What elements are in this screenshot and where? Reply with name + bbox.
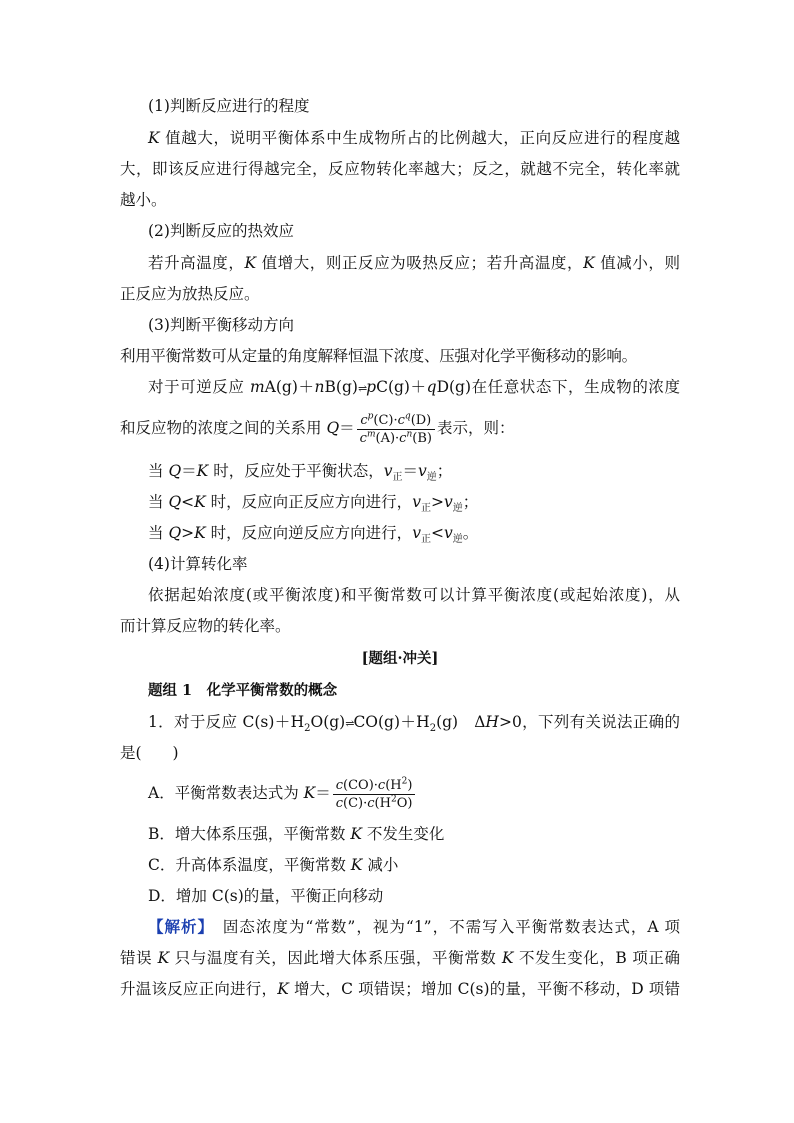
op: < — [430, 524, 444, 542]
text: (H — [385, 777, 402, 793]
equals: ＝ — [339, 419, 355, 437]
text: (H — [374, 795, 391, 811]
k-symbol: K — [303, 784, 316, 802]
section-1-line-2: 大，即该反应进行得越完全，反应物转化率越大；反之，就越不完全，转化率就 — [120, 160, 680, 178]
analysis-line-1 — [148, 917, 680, 937]
k-symbol: K — [501, 949, 514, 967]
text: (D) — [410, 412, 432, 428]
op: ＝ — [402, 462, 418, 480]
text: C．升高体系温度，平衡常数 — [148, 856, 351, 874]
text: B(g) — [324, 378, 358, 396]
k-symbol: K — [157, 949, 170, 967]
equilibrium-constant-fraction — [333, 778, 416, 811]
v: v — [383, 462, 393, 480]
c: c — [335, 795, 344, 811]
op: ＝ — [181, 462, 197, 480]
text: A(g)＋ — [264, 378, 315, 396]
analysis-tag: 【解析】 — [148, 917, 207, 936]
c: c — [359, 430, 367, 446]
text: ) — [407, 777, 413, 793]
reaction-quotient-fraction — [357, 413, 435, 446]
section-2-title: (2)判断反应的热效应 — [148, 222, 294, 240]
fraction-numerator — [333, 778, 416, 795]
v: v — [443, 524, 453, 542]
text: 时，反应向逆反应方向进行， — [205, 524, 413, 542]
section-4-line-1: 依据起始浓度(或平衡浓度)和平衡常数可以计算平衡浓度(或起始浓度)，从 — [148, 586, 680, 604]
coef-q: q — [426, 378, 437, 396]
text: 当 — [148, 462, 169, 480]
sub: 逆 — [452, 503, 463, 515]
text: 减小 — [362, 856, 399, 874]
exp-p: p — [367, 411, 374, 422]
c: c — [335, 777, 344, 793]
punct: 。 — [462, 524, 479, 542]
fraction-denominator — [357, 430, 435, 446]
q-symbol: Q — [168, 493, 182, 511]
text: C(g)＋ — [376, 378, 427, 396]
text: 错误 — [120, 949, 158, 967]
text: 时，反应向正反应方向进行， — [205, 493, 413, 511]
sup: 2 — [390, 794, 397, 805]
text: 值增大，则正反应为吸热反应；若升高温度， — [256, 254, 584, 272]
text: (C)· — [343, 795, 368, 811]
text: 值越大，说明平衡体系中生成物所占的比例越大，正向反应进行的程度越 — [159, 129, 680, 147]
text: 若升高温度， — [148, 254, 245, 272]
section-3-formula-line — [120, 408, 680, 448]
op: > — [430, 493, 444, 511]
text: 增大，C 项错误；增加 C(s)的量，平衡不移动，D 项错 — [288, 980, 680, 998]
text: 时，反应处于平衡状态， — [208, 462, 384, 480]
condition-equal — [148, 461, 680, 484]
section-4-title: (4)计算转化率 — [148, 555, 248, 573]
option-a — [148, 773, 680, 813]
c: c — [367, 795, 375, 811]
k-symbol: K — [350, 856, 363, 874]
text: O(g) — [310, 713, 346, 731]
punct: ； — [436, 462, 453, 480]
k-symbol: K — [244, 254, 257, 272]
coef-m: m — [249, 378, 265, 396]
text: B．增大体系压强，平衡常数 — [148, 825, 351, 843]
k-symbol: K — [194, 493, 206, 511]
sub: 2 — [429, 723, 437, 735]
coef-n: n — [314, 378, 325, 396]
question-1-stem — [148, 712, 680, 734]
text: 1．对于反应 C(s)＋H — [148, 713, 305, 731]
c: c — [377, 777, 386, 793]
condition-less — [148, 492, 680, 515]
condition-greater — [148, 523, 680, 546]
text: 当 — [148, 493, 169, 511]
section-3-reaction-line — [148, 377, 680, 399]
option-b — [148, 824, 680, 844]
sub: 正 — [420, 503, 431, 515]
equilibrium-arrow-icon: ⇌ — [345, 717, 354, 730]
v: v — [412, 524, 421, 542]
analysis-line-3 — [120, 979, 680, 999]
text: A．平衡常数表达式为 — [148, 784, 304, 802]
section-1-title: (1)判断反应进行的程度 — [148, 97, 310, 115]
section-1-line-3: 越小。 — [120, 191, 167, 209]
k-symbol: K — [148, 129, 160, 147]
text: 和反应物的浓度之间的关系用 — [120, 419, 327, 437]
text: >0，下列有关说法正确的 — [498, 713, 681, 731]
option-d: D．增加 C(s)的量，平衡正向移动 — [148, 887, 384, 905]
text: 不发生变化 — [361, 825, 445, 843]
c: c — [399, 430, 407, 446]
equals: ＝ — [315, 784, 331, 802]
section-3-line-1: 利用平衡常数可从定量的角度解释恒温下浓度、压强对化学平衡移动的影响。 — [120, 347, 637, 365]
text: 对于可逆反应 — [148, 378, 250, 396]
text: (g) Δ — [436, 713, 486, 731]
text: 固态浓度为“常数”，视为“1”，不需写入平衡常数表达式，A 项 — [206, 918, 680, 936]
c: c — [360, 412, 368, 428]
section-1-line-1 — [148, 128, 680, 148]
exp-n: n — [406, 429, 413, 440]
text: D(g)在任意状态下，生成物的浓度 — [436, 378, 680, 396]
op: > — [181, 524, 195, 542]
v: v — [412, 493, 421, 511]
v: v — [443, 493, 453, 511]
coef-p: p — [366, 378, 377, 396]
k-symbol: K — [196, 462, 209, 480]
punct: ； — [462, 493, 479, 511]
equilibrium-arrow-icon: ⇌ — [357, 382, 367, 395]
q-symbol: Q — [168, 462, 182, 480]
sub: 正 — [392, 472, 403, 484]
option-c — [148, 855, 680, 875]
k-symbol: K — [277, 980, 289, 998]
text: 表示，则： — [436, 419, 515, 437]
q-symbol: Q — [326, 419, 340, 437]
c: c — [397, 412, 405, 428]
sub: 2 — [304, 723, 311, 735]
section-2-line-1 — [148, 253, 680, 273]
text: 只与温度有关，因此增大体系压强，平衡常数 — [169, 949, 502, 967]
sub: 逆 — [426, 472, 437, 484]
analysis-line-2 — [120, 948, 680, 968]
fraction-numerator — [357, 413, 435, 430]
section-3-title: (3)判断平衡移动方向 — [148, 316, 294, 334]
sub: 正 — [420, 534, 431, 546]
fraction-denominator — [333, 795, 416, 811]
q-symbol: Q — [168, 524, 182, 542]
k-symbol: K — [194, 524, 206, 542]
k-symbol: K — [583, 254, 595, 272]
question-1-stem-line-2: 是( ) — [120, 744, 179, 762]
text: (CO)· — [343, 777, 378, 793]
text: (A)· — [375, 430, 400, 446]
sub: 逆 — [452, 534, 463, 546]
practice-heading: [题组·冲关] — [361, 650, 439, 667]
exp-q: q — [404, 411, 411, 422]
text: O) — [396, 795, 413, 811]
text: (B) — [412, 430, 432, 446]
group-1-title: 题组 1 化学平衡常数的概念 — [148, 682, 338, 699]
k-symbol: K — [350, 825, 362, 843]
text: (C)· — [373, 412, 398, 428]
section-2-line-2: 正反应为放热反应。 — [120, 285, 260, 303]
text: 当 — [148, 524, 169, 542]
sup: 2 — [401, 776, 408, 787]
h-symbol: H — [485, 713, 499, 731]
text: 不发生变化，B 项正确 — [513, 949, 680, 967]
v: v — [417, 462, 427, 480]
exp-m: m — [366, 429, 376, 440]
op: < — [181, 493, 195, 511]
section-4-line-2: 而计算反应物的转化率。 — [120, 617, 291, 635]
text: CO(g)＋H — [353, 713, 430, 731]
text: 值减小，则 — [594, 254, 680, 272]
text: 升温该反应正向进行， — [120, 980, 278, 998]
